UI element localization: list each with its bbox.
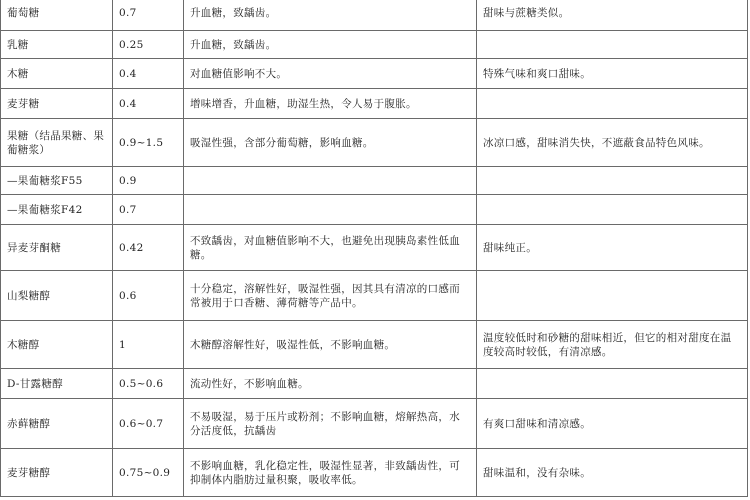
table-row (1, 0, 748, 31)
taste-cell: 冰凉口感，甜味消失快，不遮蔽食品特色风味。 (477, 119, 748, 167)
sweetness-cell: 0.5~0.6 (113, 369, 184, 399)
sweetness-cell: 0.4 (113, 59, 184, 89)
properties-cell (184, 195, 477, 225)
table-row (1, 119, 748, 167)
taste-cell (477, 369, 748, 399)
taste-cell (477, 195, 748, 225)
taste-cell (477, 167, 748, 195)
sweetness-cell: 1 (113, 321, 184, 369)
properties-cell: 不影响血糖，乳化稳定性，吸湿性显著，非致龋齿性，可抑制体内脂肪过量积聚，吸收率低。 (184, 449, 477, 497)
sugar-name-cell: 木糖 (1, 59, 113, 89)
properties-cell: 升血糖，致龋齿。 (184, 31, 477, 59)
sweetness-cell: 0.42 (113, 225, 184, 271)
sugar-name-cell: 赤藓糖醇 (1, 399, 113, 449)
sugar-name-cell: 葡萄糖 (1, 0, 113, 31)
taste-cell: 温度较低时和砂糖的甜味相近，但它的相对甜度在温度较高时较低，有清凉感。 (477, 321, 748, 369)
sugar-name-cell: 麦芽糖醇 (1, 449, 113, 497)
properties-cell: 不致龋齿，对血糖值影响不大，也避免出现胰岛素性低血糖。 (184, 225, 477, 271)
properties-cell: 升血糖，致龋齿。 (184, 0, 477, 31)
taste-cell (477, 271, 748, 321)
sugar-name-cell: D-甘露糖醇 (1, 369, 113, 399)
properties-cell (184, 167, 477, 195)
table-row (1, 31, 748, 59)
sugar-name-cell: 山梨糖醇 (1, 271, 113, 321)
taste-cell: 有爽口甜味和清凉感。 (477, 399, 748, 449)
sweetness-cell: 0.4 (113, 89, 184, 119)
table-row (1, 89, 748, 119)
sweetness-cell: 0.7 (113, 0, 184, 31)
sugar-name-cell: —果葡糖浆F55 (1, 167, 113, 195)
taste-cell (477, 31, 748, 59)
taste-cell: 甜味与蔗糖类似。 (477, 0, 748, 31)
taste-cell: 甜味纯正。 (477, 225, 748, 271)
table-row (1, 59, 748, 89)
table-row (1, 271, 748, 321)
table-row (1, 195, 748, 225)
table-row (1, 167, 748, 195)
properties-cell: 增味增香，升血糖，助湿生热，令人易于腹胀。 (184, 89, 477, 119)
sugar-name-cell: 麦芽糖 (1, 89, 113, 119)
taste-cell: 特殊气味和爽口甜味。 (477, 59, 748, 89)
sweetness-cell: 0.6~0.7 (113, 399, 184, 449)
properties-cell: 流动性好，不影响血糖。 (184, 369, 477, 399)
table-row (1, 321, 748, 369)
sweetness-cell: 0.9 (113, 167, 184, 195)
sweetness-cell: 0.25 (113, 31, 184, 59)
table-row (1, 449, 748, 497)
properties-cell: 吸湿性强，含部分葡萄糖，影响血糖。 (184, 119, 477, 167)
sugar-name-cell: —果葡糖浆F42 (1, 195, 113, 225)
taste-cell (477, 89, 748, 119)
taste-cell: 甜味温和，没有杂味。 (477, 449, 748, 497)
sugar-name-cell: 乳糖 (1, 31, 113, 59)
sugar-name-cell: 果糖（结晶果糖、果葡糖浆） (1, 119, 113, 167)
sugar-name-cell: 异麦芽酮糖 (1, 225, 113, 271)
table-row (1, 369, 748, 399)
sweetness-cell: 0.9~1.5 (113, 119, 184, 167)
sweetness-cell: 0.75~0.9 (113, 449, 184, 497)
table-body (1, 0, 748, 497)
sugar-name-cell: 木糖醇 (1, 321, 113, 369)
sweetness-cell: 0.7 (113, 195, 184, 225)
table-row (1, 225, 748, 271)
properties-cell: 十分稳定，溶解性好，吸湿性强，因其具有清凉的口感而常被用于口香糖、薄荷糖等产品中。 (184, 271, 477, 321)
properties-cell: 木糖醇溶解性好，吸湿性低，不影响血糖。 (184, 321, 477, 369)
properties-cell: 不易吸湿，易于压片或粉剂；不影响血糖，熔解热高，水分活度低，抗龋齿 (184, 399, 477, 449)
properties-cell: 对血糖值影响不大。 (184, 59, 477, 89)
table-row (1, 399, 748, 449)
sweetness-cell: 0.6 (113, 271, 184, 321)
